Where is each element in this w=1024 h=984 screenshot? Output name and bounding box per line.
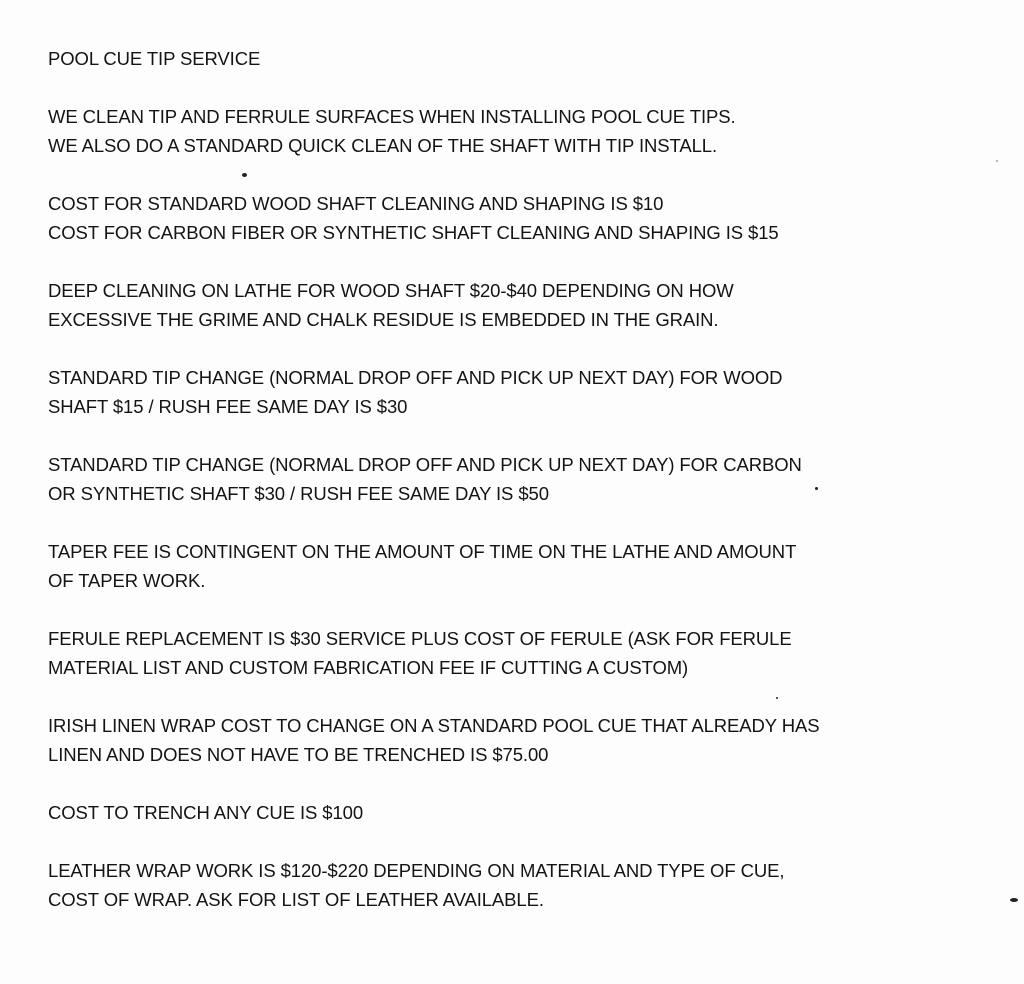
paragraph-taper-fee: [48, 537, 988, 595]
paragraph-tip-change-wood: [48, 363, 988, 421]
paragraph-line: LEATHER WRAP WORK IS $120-$220 DEPENDING ON MATERIAL AND TYPE OF CUE,: [48, 860, 785, 881]
paragraph-deep-cleaning: [48, 276, 988, 334]
document-body: [48, 44, 988, 943]
paragraph-line: FERULE REPLACEMENT IS $30 SERVICE PLUS COST OF FERULE (ASK FOR FERULE: [48, 628, 792, 649]
paragraph-ferule-replacement: [48, 624, 988, 682]
paragraph-line: MATERIAL LIST AND CUSTOM FABRICATION FEE IF CUTTING A CUSTOM): [48, 657, 689, 678]
paragraph-line: SHAFT $15 / RUSH FEE SAME DAY IS $30: [48, 396, 408, 417]
scan-speck: [996, 160, 998, 162]
paragraph-line: STANDARD TIP CHANGE (NORMAL DROP OFF AND PICK UP NEXT DAY) FOR CARBON: [48, 454, 802, 475]
paragraph-line: IRISH LINEN WRAP COST TO CHANGE ON A STANDARD POOL CUE THAT ALREADY HAS: [48, 715, 820, 736]
paragraph-line: EXCESSIVE THE GRIME AND CHALK RESIDUE IS EMBEDDED IN THE GRAIN.: [48, 309, 719, 330]
paragraph-line: COST TO TRENCH ANY CUE IS $100: [48, 802, 364, 823]
paragraph-line: WE CLEAN TIP AND FERRULE SURFACES WHEN INSTALLING POOL CUE TIPS.: [48, 106, 736, 127]
document-title: POOL CUE TIP SERVICE: [48, 48, 261, 69]
paragraph-line: COST OF WRAP. ASK FOR LIST OF LEATHER AVAILABLE.: [48, 889, 544, 910]
paragraph-line: STANDARD TIP CHANGE (NORMAL DROP OFF AND PICK UP NEXT DAY) FOR WOOD: [48, 367, 783, 388]
scan-speck: [776, 697, 778, 699]
paragraph-irish-linen-wrap: [48, 711, 988, 769]
paragraph-shaft-cleaning-cost: [48, 189, 988, 247]
scan-speck: [1010, 898, 1018, 902]
paragraph-line: COST FOR STANDARD WOOD SHAFT CLEANING AND SHAPING IS $10: [48, 193, 664, 214]
scan-speck: [815, 487, 818, 490]
paragraph-line: OR SYNTHETIC SHAFT $30 / RUSH FEE SAME DAY IS $50: [48, 483, 549, 504]
paragraph-tip-cleaning: [48, 102, 988, 160]
paragraph-trench-cost: [48, 798, 988, 827]
scan-speck: [242, 173, 247, 177]
paragraph-line: LINEN AND DOES NOT HAVE TO BE TRENCHED IS $75.00: [48, 744, 549, 765]
paragraph-tip-change-carbon: [48, 450, 988, 508]
paragraph-line: WE ALSO DO A STANDARD QUICK CLEAN OF THE SHAFT WITH TIP INSTALL.: [48, 135, 717, 156]
paragraph-line: TAPER FEE IS CONTINGENT ON THE AMOUNT OF TIME ON THE LATHE AND AMOUNT: [48, 541, 797, 562]
paragraph-line: OF TAPER WORK.: [48, 570, 206, 591]
paragraph-line: COST FOR CARBON FIBER OR SYNTHETIC SHAFT CLEANING AND SHAPING IS $15: [48, 222, 779, 243]
paragraph-line: DEEP CLEANING ON LATHE FOR WOOD SHAFT $20-$40 DEPENDING ON HOW: [48, 280, 734, 301]
paragraph-leather-wrap: [48, 856, 988, 914]
